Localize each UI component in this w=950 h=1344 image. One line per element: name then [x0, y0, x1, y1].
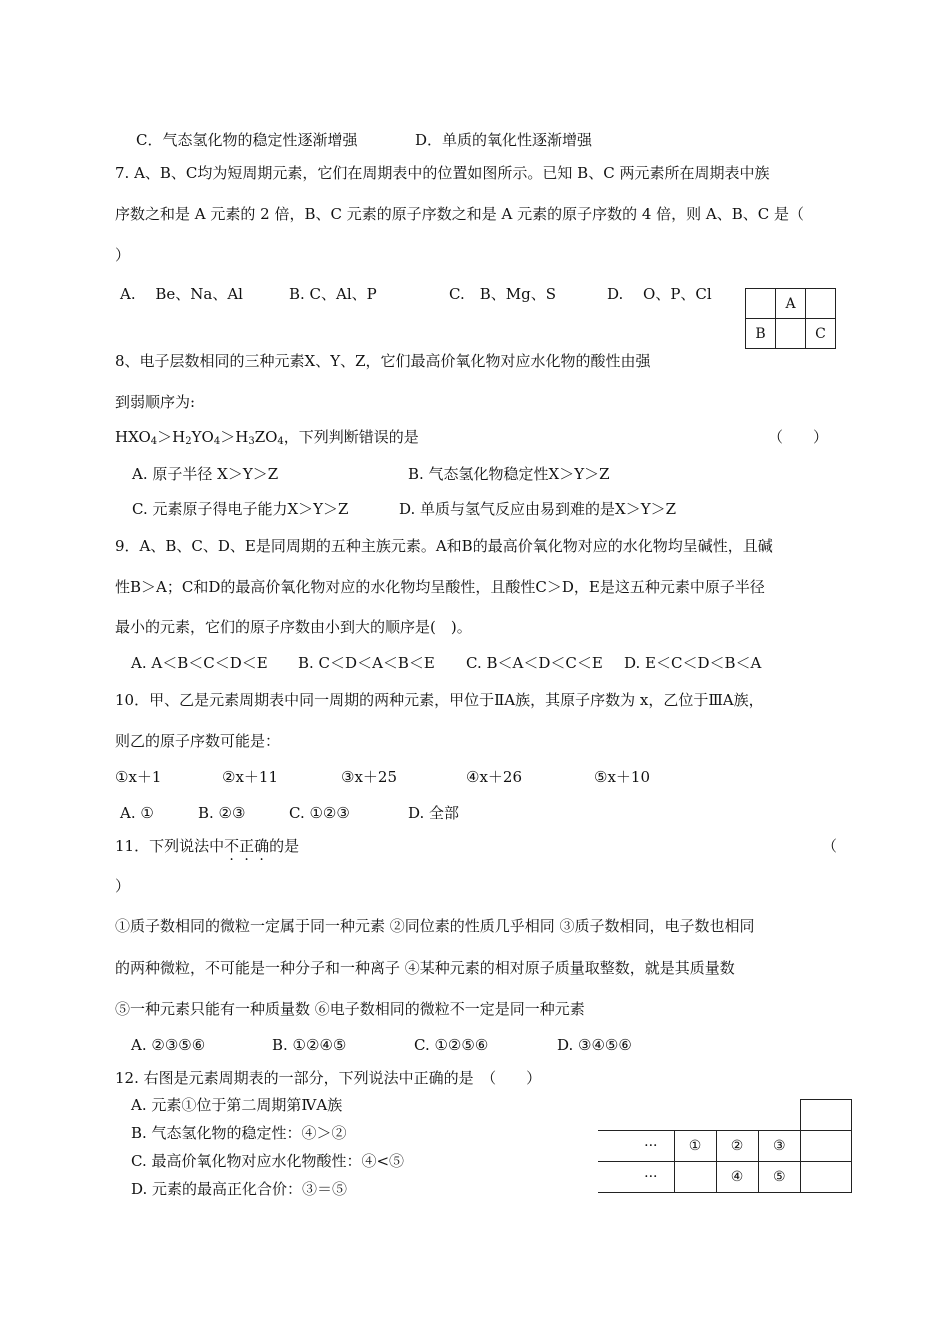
option-6d: D．单质的氧化性逐渐增强 — [415, 131, 593, 149]
option-12d: D. 元素的最高正化合价：③＝⑤ — [131, 1180, 348, 1198]
grid-cell — [801, 1131, 852, 1162]
grid-cell — [776, 319, 806, 349]
question-9-line-2: 性B＞A；C和D的最高价氧化物对应的水化物均呈酸性，且酸性C＞D，E是这五种元素中原子半径 — [115, 578, 765, 596]
grid-cell-a: A — [776, 289, 806, 319]
option-7a: A. Be、Na、Al — [120, 285, 243, 303]
choice-10-5: ⑤x＋10 — [594, 768, 650, 786]
grid-cell — [801, 1100, 852, 1131]
option-9d: D. E＜C＜D＜B＜A — [624, 654, 762, 672]
choice-10-3: ③x＋25 — [341, 768, 397, 786]
question-10-line-1: 10．甲、乙是元素周期表中同一周期的两种元素，甲位于ⅡA族，其原子序数为 x，乙位于ⅢA族， — [115, 691, 764, 709]
option-11c: C. ①②⑤⑥ — [414, 1036, 489, 1054]
ellipsis-cell: ··· — [598, 1162, 674, 1193]
option-7c: C. B、Mg、S — [449, 285, 556, 303]
option-11a: A. ②③⑤⑥ — [131, 1036, 206, 1054]
option-9b: B. C＜D＜A＜B＜E — [298, 654, 435, 672]
answer-paren-close-11: ） — [115, 877, 131, 895]
answer-paren-8: （ ） — [768, 428, 829, 446]
grid-cell-c: C — [806, 319, 836, 349]
option-11b: B. ①②④⑤ — [272, 1036, 347, 1054]
option-10c: C. ①②③ — [289, 804, 350, 822]
question-9-line-1: 9．A、B、C、D、E是同周期的五种主族元素。A和B的最高价氧化物对应的水化物均呈碱性，且碱 — [115, 537, 773, 555]
question-9-line-3: 最小的元素，它们的原子序数由小到大的顺序是( )。 — [115, 618, 472, 636]
option-8d: D. 单质与氢气反应由易到难的是X＞Y＞Z — [399, 500, 677, 518]
grid-cell-b: B — [746, 319, 776, 349]
question-7-line-1: 7. A、B、C均为短周期元素，它们在周期表中的位置如图所示。已知 B、C 两元素所在周期表中族 — [115, 164, 770, 182]
emphasis-char: 确 — [254, 837, 270, 855]
question-11-line-3: ①质子数相同的微粒一定属于同一种元素 ②同位素的性质几乎相同 ③质子数相同，电子数也相同 — [115, 917, 755, 935]
option-8a: A. 原子半径 X＞Y＞Z — [132, 465, 279, 483]
option-8b: B. 气态氢化物稳定性X＞Y＞Z — [408, 465, 610, 483]
question-8-line-2: 到弱顺序为: — [115, 393, 196, 411]
option-7d: D. O、P、Cl — [607, 285, 712, 303]
grid-cell-5: ⑤ — [758, 1162, 801, 1193]
ellipsis-cell: ··· — [598, 1131, 674, 1162]
option-11d: D. ③④⑤⑥ — [557, 1036, 632, 1054]
grid-cell — [674, 1162, 716, 1193]
question-12-line-1: 12. 右图是元素周期表的一部分，下列说法中正确的是 （ ） — [115, 1069, 542, 1087]
question-8-formula: $HXO_4>H_2YO_4>H_3ZO_4$，下列判断错误的是 — [115, 428, 419, 447]
choice-10-1: ①x＋1 — [115, 768, 162, 786]
question-8-line-1: 8、电子层数相同的三种元素X、Y、Z，它们最高价氧化物对应水化物的酸性由强 — [115, 352, 651, 370]
option-12b: B. 气态氢化物的稳定性：④＞② — [131, 1124, 347, 1142]
grid-cell-2: ② — [716, 1131, 758, 1162]
option-7b: B. C、Al、P — [289, 285, 377, 303]
emphasis-char: 不 — [224, 837, 240, 855]
grid-cell — [806, 289, 836, 319]
question-11-line-1: 11．下列说法中不正确的是 — [115, 837, 300, 855]
grid-cell-1: ① — [674, 1131, 716, 1162]
option-10a: A. ① — [120, 804, 154, 822]
option-10d: D. 全部 — [408, 804, 460, 822]
grid-cell-4: ④ — [716, 1162, 758, 1193]
grid-cell-3: ③ — [758, 1131, 801, 1162]
option-9c: C. B＜A＜D＜C＜E — [466, 654, 603, 672]
answer-paren-open-11: （ — [822, 837, 838, 855]
choice-10-4: ④x＋26 — [466, 768, 522, 786]
question-11-line-4: 的两种微粒，不可能是一种分子和一种离子 ④某种元素的相对原子质量取整数，就是其质量数 — [115, 959, 735, 977]
choice-10-2: ②x＋11 — [222, 768, 278, 786]
question-7-line-3: ） — [115, 246, 131, 264]
periodic-grid-q7 — [745, 288, 836, 349]
question-10-line-2: 则乙的原子序数可能是： — [115, 732, 281, 750]
grid-cell — [801, 1162, 852, 1193]
periodic-grid-q12 — [598, 1099, 852, 1193]
option-12c: C. 最高价氧化物对应水化物酸性：④<⑤ — [131, 1152, 405, 1170]
option-12a: A. 元素①位于第二周期第ⅣA族 — [131, 1096, 343, 1114]
option-6c: C．气态氢化物的稳定性逐渐增强 — [136, 131, 358, 149]
option-9a: A. A＜B＜C＜D＜E — [131, 654, 268, 672]
emphasis-char: 正 — [239, 837, 255, 855]
grid-cell — [746, 289, 776, 319]
option-10b: B. ②③ — [198, 804, 246, 822]
option-8c: C. 元素原子得电子能力X＞Y＞Z — [132, 500, 349, 518]
question-11-line-5: ⑤一种元素只能有一种质量数 ⑥电子数相同的微粒不一定是同一种元素 — [115, 1000, 585, 1018]
question-7-line-2: 序数之和是 A 元素的 2 倍，B、C 元素的原子序数之和是 A 元素的原子序数的 4 倍，则 A、B、C 是（ — [115, 205, 805, 223]
